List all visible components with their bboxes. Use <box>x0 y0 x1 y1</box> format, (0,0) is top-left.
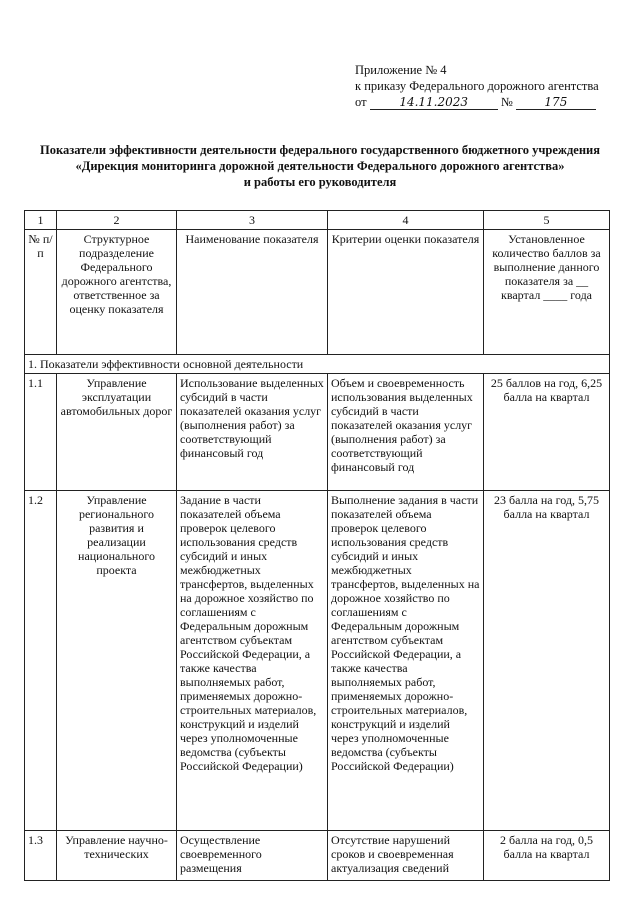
header-criteria: Критерии оценки показателя <box>328 230 484 355</box>
col-number-cell: 3 <box>177 211 328 230</box>
row-indicator: Задание в части показателей объема проверок целевого использования средств субсидий и иных межбюджетных трансфертов, выделенных на дорожное хозяйство по соглашениям с Федеральным дорожным агентством субъектам Российской Федерации, а также качества выполняемых работ, применяемых дорожно-строительных материалов, конструкций и изделий через уполномоченные ведомства (субъекты Российской Федерации) <box>177 491 328 831</box>
section-row <box>25 355 610 374</box>
row-criteria: Выполнение задания в части показателей объема проверок целевого использования средств субсидий и иных межбюджетных трансфертов, выделенных на дорожное хозяйство по соглашениям с Федеральным дорожным агентством субъектам Российской Федерации, а также качества выполняемых работ, применяемых дорожно-строительных материалов, конструкций и изделий через уполномоченные ведомства (субъекты Российской Федерации) <box>328 491 484 831</box>
row-points: 23 балла на год, 5,75 балла на квартал <box>484 491 610 831</box>
row-unit: Управление эксплуатации автомобильных дорог <box>57 374 177 491</box>
col-number-cell: 5 <box>484 211 610 230</box>
header-row <box>25 230 610 355</box>
row-unit: Управление регионального развития и реализации национального проекта <box>57 491 177 831</box>
table-row <box>25 374 610 491</box>
section-title: 1. Показатели эффективности основной деятельности <box>25 355 610 374</box>
order-number: 175 <box>516 95 596 110</box>
table-row <box>25 831 610 881</box>
appendix-block <box>355 62 599 110</box>
from-label: от <box>355 95 367 109</box>
header-number: № п/п <box>25 230 57 355</box>
row-indicator: Осуществление своевременного размещения <box>177 831 328 881</box>
row-criteria: Отсутствие нарушений сроков и своевременная актуализация сведений <box>328 831 484 881</box>
title-line-2: «Дирекция мониторинга дорожной деятельности Федерального дорожного агентства» <box>75 159 565 173</box>
order-date: 14.11.2023 <box>370 95 498 110</box>
number-label: № <box>500 95 513 109</box>
row-number: 1.1 <box>25 374 57 491</box>
title-line-1: Показатели эффективности деятельности федерального государственного бюджетного учреждения <box>39 143 601 157</box>
appendix-title: Приложение № 4 <box>355 63 447 77</box>
header-indicator: Наименование показателя <box>177 230 328 355</box>
header-points: Установленное количество баллов за выполнение данного показателя за __ квартал ____ года <box>484 230 610 355</box>
col-number-cell: 2 <box>57 211 177 230</box>
row-indicator: Использование выделенных субсидий в части показателей оказания услуг (выполнения работ) за соответствующий финансовый год <box>177 374 328 491</box>
row-unit: Управление научно-технических <box>57 831 177 881</box>
row-points: 25 баллов на год, 6,25 балла на квартал <box>484 374 610 491</box>
row-points: 2 балла на год, 0,5 балла на квартал <box>484 831 610 881</box>
col-number-cell: 4 <box>328 211 484 230</box>
document-title <box>20 142 620 190</box>
appendix-order-ref: к приказу Федерального дорожного агентства <box>355 79 599 93</box>
col-number-cell: 1 <box>25 211 57 230</box>
row-number: 1.2 <box>25 491 57 831</box>
column-number-row <box>25 211 610 230</box>
indicators-table <box>24 210 610 881</box>
header-unit: Структурное подразделение Федерального дорожного агентства, ответственное за оценку показателя <box>57 230 177 355</box>
title-line-3: и работы его руководителя <box>243 175 397 189</box>
table-row <box>25 491 610 831</box>
row-criteria: Объем и своевременность использования выделенных субсидий в части показателей оказания услуг (выполнения работ) за соответствующий финансовый год <box>328 374 484 491</box>
appendix-date-number <box>355 94 599 110</box>
row-number: 1.3 <box>25 831 57 881</box>
